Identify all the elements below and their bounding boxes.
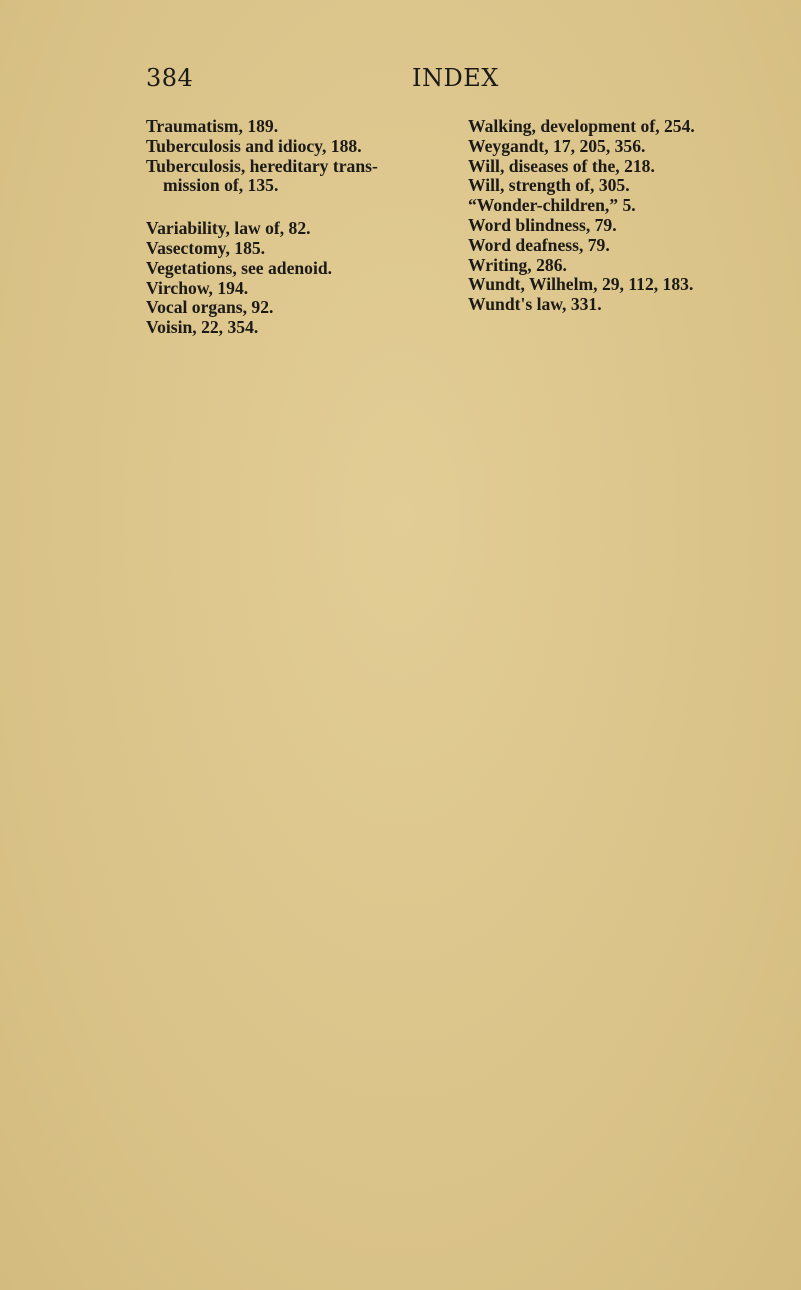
index-entry: Vocal organs, 92. (146, 297, 274, 318)
index-entry: Will, diseases of the, 218. (468, 155, 655, 176)
index-entry: Writing, 286. (468, 254, 567, 275)
index-entry: Wundt, Wilhelm, 29, 112, 183. (468, 274, 694, 295)
index-entry: Vasectomy, 185. (146, 237, 266, 258)
index-entry: Will, strength of, 305. (468, 175, 630, 196)
index-entry: Walking, development of, 254. (468, 116, 695, 136)
page-header (0, 64, 801, 98)
index-entry: Traumatism, 189. (146, 116, 279, 136)
index-entry: Vegetations, see adenoid. (146, 257, 333, 278)
index-entry: “Wonder-children,” 5. (468, 195, 636, 216)
index-entry: Voisin, 22, 354. (146, 317, 259, 338)
index-entry: Tuberculosis, hereditary trans- (146, 155, 378, 176)
index-entry: Tuberculosis and idiocy, 188. (146, 135, 362, 156)
index-entry: Word blindness, 79. (468, 214, 617, 235)
running-head: INDEX (412, 64, 499, 92)
index-column-left (146, 117, 446, 338)
index-entry: Word deafness, 79. (468, 234, 610, 255)
index-entry: Virchow, 194. (146, 277, 249, 298)
index-entry: Weygandt, 17, 205, 356. (468, 135, 646, 156)
page-number: 384 (146, 64, 194, 92)
index-entry: Variability, law of, 82. (146, 218, 311, 239)
index-entry: Wundt's law, 331. (468, 294, 602, 315)
letter-group-gap (146, 196, 446, 219)
index-column-right (468, 117, 798, 315)
index-entry-continuation: mission of, 135. (163, 175, 279, 196)
